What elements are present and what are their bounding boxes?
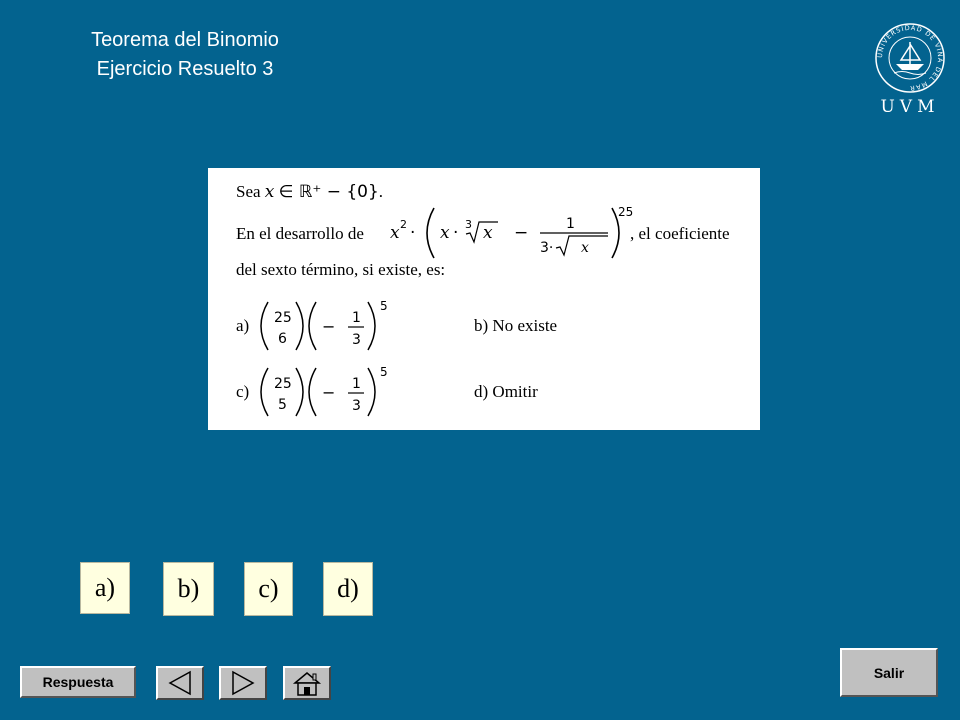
svg-text:x: x: [440, 223, 450, 243]
svg-text:−: −: [322, 383, 336, 402]
svg-text:·: ·: [453, 223, 459, 243]
svg-text:25: 25: [618, 205, 634, 219]
problem-line-2-suffix: , el coeficiente: [630, 224, 730, 243]
svg-text:·: ·: [410, 223, 416, 243]
previous-icon: [158, 668, 202, 698]
title-line-2: Ejercicio Resuelto 3: [96, 58, 274, 80]
option-d-label: d) Omitir: [474, 382, 538, 401]
svg-text:25: 25: [274, 310, 292, 326]
slide-title: [40, 26, 330, 84]
binomial-expression: [386, 198, 636, 268]
problem-line-2-prefix: En el desarrollo de: [236, 224, 364, 243]
svg-text:3: 3: [352, 398, 361, 414]
answer-button[interactable]: Respuesta: [20, 666, 136, 698]
svg-text:1: 1: [352, 310, 361, 326]
home-button[interactable]: [283, 666, 331, 700]
svg-text:5: 5: [278, 397, 287, 413]
choice-b-button[interactable]: b): [163, 562, 214, 616]
next-button[interactable]: [219, 666, 267, 700]
title-line-1: Teorema del Binomio: [91, 29, 279, 51]
svg-text:6: 6: [278, 331, 287, 347]
svg-text:3: 3: [465, 218, 472, 231]
choice-a-button[interactable]: a): [80, 562, 130, 614]
home-icon: [285, 668, 329, 698]
svg-text:3: 3: [352, 332, 361, 348]
svg-text:1: 1: [566, 216, 575, 232]
svg-text:5: 5: [380, 365, 388, 379]
svg-text:1: 1: [352, 376, 361, 392]
option-a-label: a): [236, 316, 250, 335]
choice-d-button[interactable]: d): [323, 562, 373, 616]
svg-text:3·: 3·: [540, 240, 554, 256]
logo-acronym: UVM: [880, 97, 940, 116]
option-b-label: b) No existe: [474, 316, 558, 335]
svg-text:x: x: [581, 240, 589, 256]
svg-text:5: 5: [380, 299, 388, 313]
seal-ring-text: UNIVERSIDAD DE VIÑA DEL MAR: [875, 23, 945, 93]
svg-text:2: 2: [400, 218, 407, 231]
svg-text:25: 25: [274, 376, 292, 392]
problem-statement: [208, 168, 760, 430]
option-c-expression: [254, 362, 394, 422]
choice-c-button[interactable]: c): [244, 562, 293, 616]
next-icon: [221, 668, 265, 698]
exit-button[interactable]: Salir: [840, 648, 938, 697]
svg-text:x: x: [483, 223, 493, 243]
university-logo: [872, 12, 948, 116]
svg-text:−: −: [322, 317, 336, 336]
university-seal-icon: [872, 12, 948, 116]
problem-line-1: Sea x ∈ ℝ⁺ − {0}.: [236, 182, 384, 202]
option-a-expression: [254, 296, 394, 356]
svg-text:−: −: [514, 223, 529, 243]
option-c-label: c): [236, 382, 250, 401]
svg-text:x: x: [390, 223, 400, 243]
problem-line-3: del sexto término, si existe, es:: [236, 260, 446, 279]
previous-button[interactable]: [156, 666, 204, 700]
